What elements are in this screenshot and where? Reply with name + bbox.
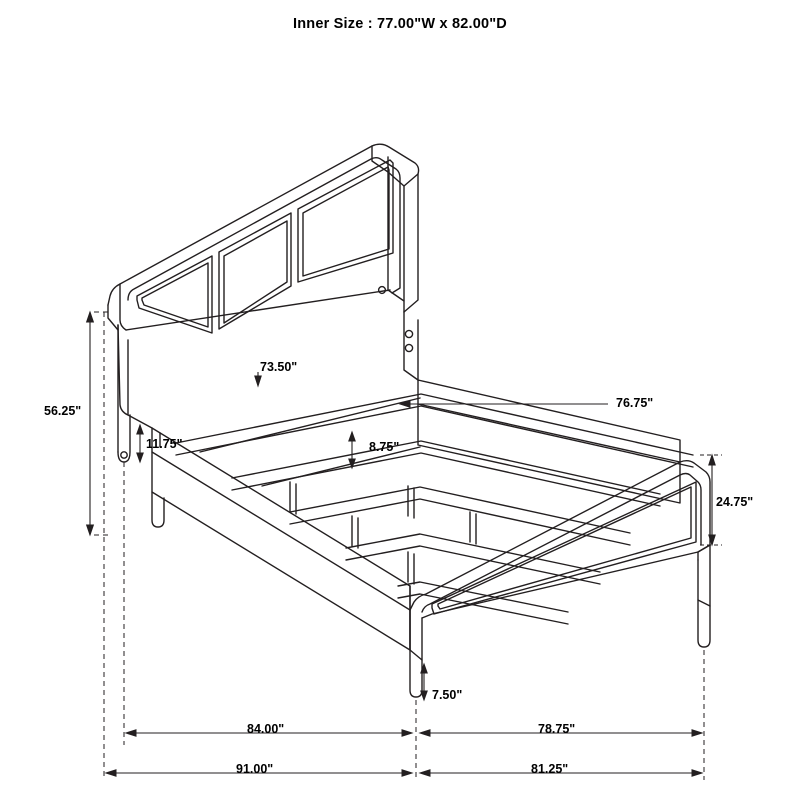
dim-label-slat-height: 8.75": [369, 440, 400, 454]
headboard-bolt-b: [405, 330, 412, 337]
headboard-right-post-top: [388, 172, 404, 186]
dim-label-side-depth: 78.75": [538, 722, 576, 736]
frame-leg-mid-left: [152, 492, 164, 527]
headboard-foot-glide: [121, 452, 127, 458]
support-leg-2: [352, 516, 358, 548]
dim-label-side-rail-length: 76.75": [616, 396, 654, 410]
footboard-leg-right: [698, 600, 710, 647]
center-rail-upper-b: [176, 406, 693, 467]
footboard-right-post: [698, 545, 710, 606]
footboard-right-top: [698, 545, 710, 552]
support-leg-4: [470, 512, 476, 544]
dim-overall-height: [87, 312, 94, 535]
dim-label-clearance: 11.75": [146, 437, 183, 451]
dim-label-front-depth: 84.00": [247, 722, 285, 736]
support-leg-5: [408, 552, 414, 584]
dim-label-leg-height: 7.50": [432, 688, 463, 702]
headboard-bolt-a: [379, 287, 386, 294]
page-title: Inner Size : 77.00"W x 82.00"D: [293, 16, 507, 32]
headboard-left-post: [118, 325, 152, 428]
headboard-panel-center: [219, 213, 291, 329]
headboard-bolt-c: [405, 344, 412, 351]
headboard-panel-left-inner: [142, 263, 208, 327]
support-leg-1: [290, 482, 296, 514]
dim-clearance: [137, 425, 143, 462]
dim-label-overall-width: 81.25": [531, 762, 569, 776]
center-rail-lower: [290, 487, 630, 533]
footboard-left-post: [410, 610, 422, 660]
dimension-lines: [87, 312, 722, 780]
dim-slat-height: [349, 432, 355, 468]
dim-label-footboard-height: 24.75": [716, 495, 754, 509]
headboard-left-edge: [108, 305, 118, 330]
left-side-rail: [152, 428, 410, 610]
headboard-right-post-edge: [404, 174, 418, 301]
dim-label-overall-depth: 91.00": [236, 762, 274, 776]
footboard-inner-bottom: [422, 552, 698, 618]
dim-label-headboard-width: 73.50": [260, 360, 298, 374]
dim-label-overall-height: 56.25": [44, 404, 82, 418]
dim-headboard-width: [255, 372, 261, 386]
headboard-leg-left: [118, 415, 130, 462]
footboard-panel-inner: [438, 487, 691, 609]
support-leg-3: [408, 486, 414, 518]
